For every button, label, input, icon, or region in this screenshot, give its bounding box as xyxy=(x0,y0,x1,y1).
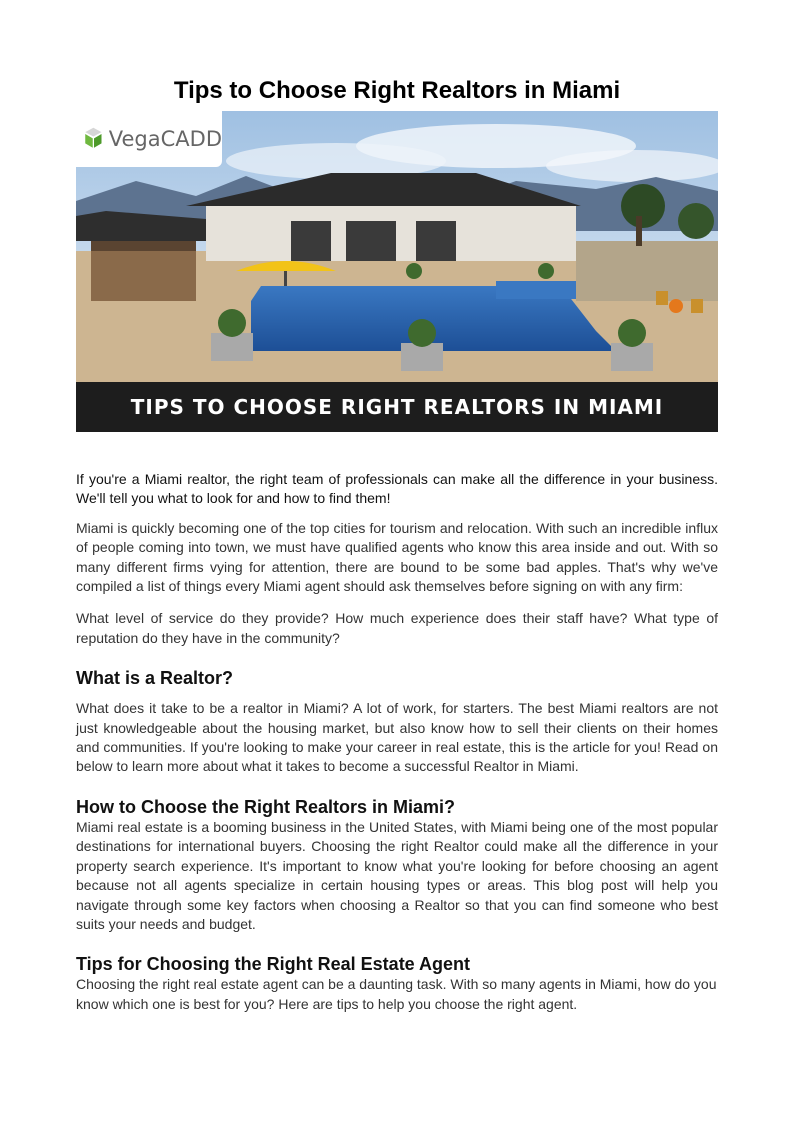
logo-text-cadd: CADD xyxy=(160,127,222,151)
heading-what-is-realtor: What is a Realtor? xyxy=(76,668,234,689)
vegacadd-logo xyxy=(76,111,222,167)
paragraph-what-is-realtor: What does it take to be a realtor in Miami? A lot of work, for starters. The best Miami realtors are not just knowledgeable about the housing market, but also know how to sell their clients on their homes and communities. If you're looking to make your career in real estate, this is the article for you! Read on below to learn more about what it takes to become a successful Realtor in Miami. xyxy=(76,700,718,775)
heading-tips-choosing: Tips for Choosing the Right Real Estate Agent xyxy=(76,954,471,975)
paragraph-how-to-choose: Miami real estate is a booming business in the United States, with Miami being one of the most popular destinations for international buyers. Choosing the right Realtor could make all the difference in your property search experience. It's important to know what you're looking for before choosing an agent because not all agents specialize in certain housing types or areas. This blog post will help you navigate through some key factors when choosing a Realtor so that you can find someone who best suits your needs and budget. xyxy=(76,818,718,932)
hero-image xyxy=(76,111,718,432)
heading-how-to-choose: How to Choose the Right Realtors in Miami? xyxy=(76,796,456,817)
paragraph-tips-choosing: Choosing the right real estate agent can be a daunting task. With so many agents in Miami, how do you know which one is best for you? Here are tips to help you choose the right agent. xyxy=(76,976,717,1012)
cube-logo-icon xyxy=(84,119,103,159)
logo-text-vega: Vega xyxy=(108,127,161,151)
intro-paragraph: If you're a Miami realtor, the right team of professionals can make all the difference in your business. We'll tell you what to look for and how to find them! xyxy=(76,471,718,507)
hero-banner-caption: TIPS TO CHOOSE RIGHT REALTORS IN MIAMI xyxy=(76,382,718,432)
article-body xyxy=(76,470,718,1014)
page-title: Tips to Choose Right Realtors in Miami xyxy=(173,77,621,104)
paragraph-miami-growth: Miami is quickly becoming one of the top cities for tourism and relocation. With such an incredible influx of people coming into town, we must have qualified agents who know this area inside and out. With so many different firms vying for attention, there are bound to be some bad apples. That's why we've compiled a list of things every Miami agent should ask themselves before signing on with any firm: xyxy=(76,519,718,595)
paragraph-questions: What level of service do they provide? How much experience does their staff have? What type of reputation do they have in the community? xyxy=(76,610,718,646)
